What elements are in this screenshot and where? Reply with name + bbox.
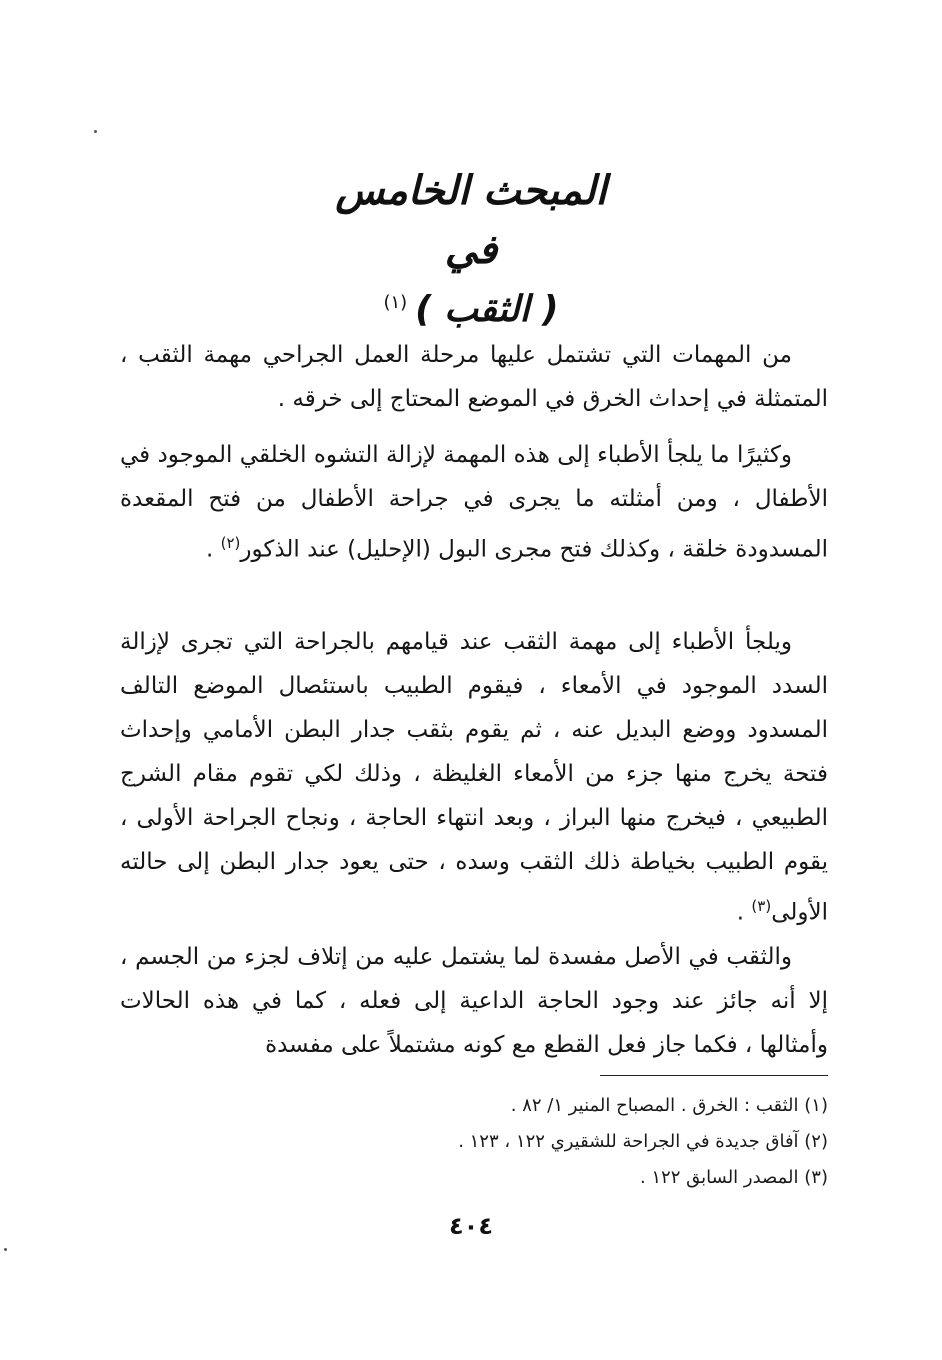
scan-speck xyxy=(4,1248,7,1251)
footnote-3: (٣) المصدر السابق ١٢٢ . xyxy=(639,1167,828,1188)
paragraph-2 xyxy=(120,433,828,572)
paragraph-1-text: من المهمات التي تشتمل عليها مرحلة العمل الجراحي مهمة الثقب ، المتمثلة في إحداث الخرق في الموضع المحتاج إلى خرقه . xyxy=(120,342,828,412)
footnote-separator xyxy=(600,1075,828,1076)
footnote-1: (١) الثقب : الخرق . المصباح المنير ١/ ٨٢ . xyxy=(510,1095,828,1116)
paragraph-2-end: . xyxy=(206,536,221,563)
chapter-subtitle xyxy=(0,275,942,338)
page-number: ٤٠٤ xyxy=(449,1212,493,1240)
chapter-title: المبحث الخامس xyxy=(335,168,607,214)
paragraph-2-body: وكثيرًا ما يلجأ الأطباء إلى هذه المهمة لإزالة التشوه الخلقي الموجود في الأطفال ، ومن أمثلته ما يجرى في جراحة الأطفال من فتح المقعدة المسدودة خلقة ، وكذلك فتح مجرى البول (الإحليل) عند الذكور xyxy=(120,442,828,563)
footnote-ref-1[interactable]: (١) xyxy=(383,292,408,313)
footnote-ref-2[interactable]: (٢) xyxy=(220,534,241,552)
chapter-title-connector: في xyxy=(444,227,498,273)
paragraph-3-body: ويلجأ الأطباء إلى مهمة الثقب عند قيامهم بالجراحة التي تجرى لإزالة السدد الموجود في الأمعاء ، فيقوم الطبيب باستئصال الموضع التالف المسدود ووضع البديل عنه ، ثم يقوم بثقب جدار البطن الأمامي وإحداث فتحة يخرج منها جزء من الأمعاء الغليظة ، وذلك لكي تقوم مقام الشرج الطبيعي ، فيخرج منها البراز ، وبعد انتهاء الحاجة ، ونجاح الجراحة الأولى ، يقوم الطبيب بخياطة ذلك الثقب وسده ، حتى يعود جدار البطن إلى حالته الأولى xyxy=(120,629,828,926)
footnote-ref-3[interactable]: (٣) xyxy=(751,897,772,915)
chapter-subtitle-text: ( الثقب ) xyxy=(415,289,559,330)
footnote-2: (٢) آفاق جديدة في الجراحة للشقيري ١٢٢ ، ١٢٣ . xyxy=(458,1131,828,1152)
paragraph-2-text xyxy=(120,433,828,572)
paragraph-3-end: . xyxy=(736,899,752,926)
footnotes xyxy=(120,1088,828,1196)
paragraph-3 xyxy=(120,620,828,935)
paragraph-1 xyxy=(120,333,828,421)
scan-speck xyxy=(94,130,97,133)
paragraph-4 xyxy=(120,935,828,1067)
paragraph-4-text: والثقب في الأصل مفسدة لما يشتمل عليه من إتلاف لجزء من الجسم ، إلا أنه جائز عند وجود الحاجة الداعية إلى فعله ، كما في هذه الحالات وأمثالها ، فكما جاز فعل القطع مع كونه مشتملاً على مفسدة xyxy=(120,944,828,1058)
paragraph-3-text xyxy=(120,620,828,935)
